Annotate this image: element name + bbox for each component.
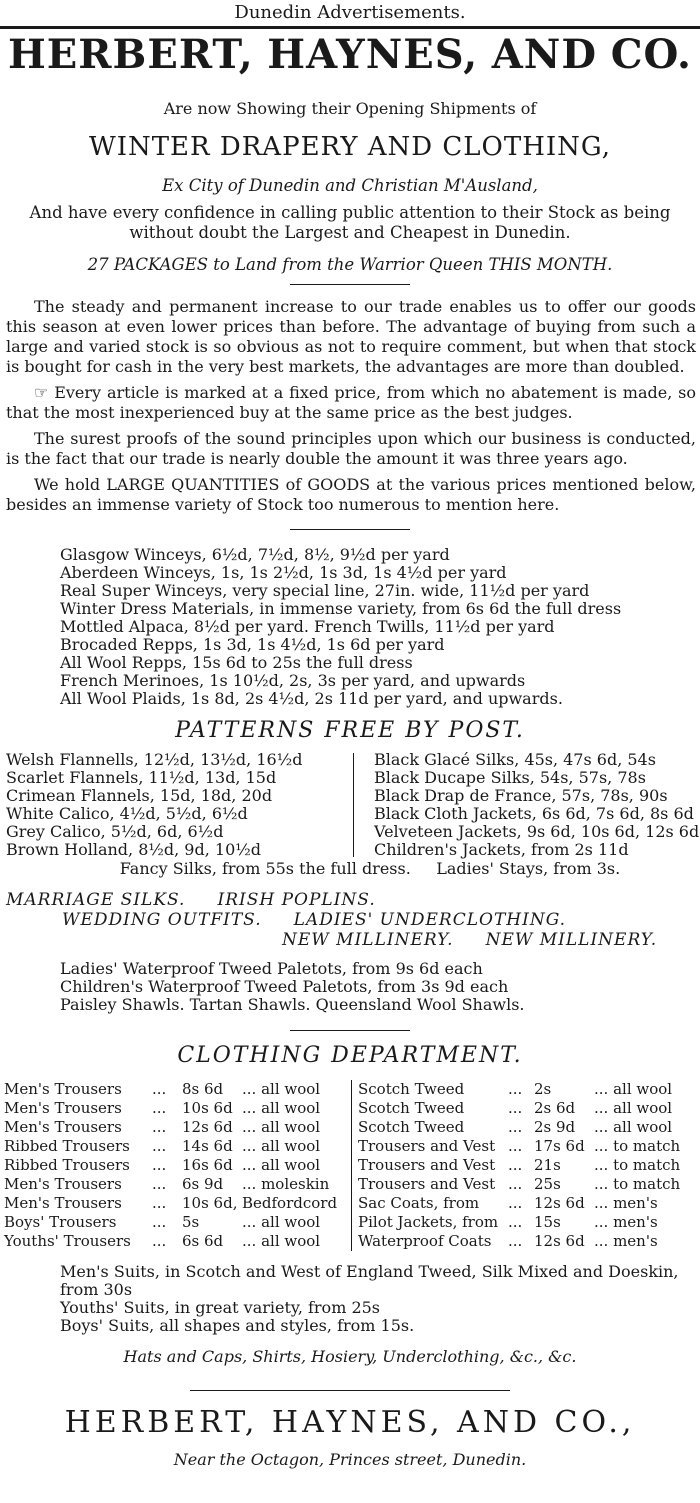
patterns-heading: PATTERNS FREE BY POST.: [175, 718, 525, 743]
suits-list: [0, 1263, 700, 1335]
list-item: Scarlet Flannels, 11½d, 13d, 15d: [6, 768, 277, 787]
table-row: Waterproof Coats ... 12s 6d ... men's: [358, 1232, 658, 1250]
list-item: Mottled Alpaca, 8½d per yard. French Twills, 11½d per yard: [60, 617, 555, 636]
italic-line: WEDDING OUTFITS. LADIES' UNDERCLOTHING.: [62, 910, 567, 930]
headline: WINTER DRAPERY AND CLOTHING,: [88, 132, 612, 162]
list-item: Black Glacé Silks, 45s, 47s 6d, 54s: [374, 750, 656, 769]
list-item: Boys' Suits, all shapes and styles, from 15s.: [60, 1316, 415, 1335]
table-row: Ribbed Trousers ... 16s 6d ... all wool: [4, 1156, 321, 1174]
footer-firm-name: HERBERT, HAYNES, AND CO.,: [64, 1405, 636, 1440]
table-row: Men's Trousers ... 10s 6d, Bedfordcord: [4, 1194, 338, 1212]
list-item: All Wool Repps, 15s 6d to 25s the full dress: [60, 653, 413, 672]
italic-line: MARRIAGE SILKS. IRISH POPLINS.: [6, 890, 376, 910]
title-word: HERBERT,: [8, 31, 254, 78]
section-divider: [290, 284, 410, 285]
table-row: Trousers and Vest ... 21s ... to match: [358, 1156, 681, 1174]
list-item: Brown Holland, 8½d, 9d, 10½d: [6, 840, 262, 859]
list-item: Crimean Flannels, 15d, 18d, 20d: [6, 786, 273, 805]
table-row: Men's Trousers ... 8s 6d ... all wool: [4, 1080, 321, 1098]
list-item: Children's Waterproof Tweed Paletots, from 3s 9d each: [60, 977, 509, 996]
paragraph: The surest proofs of the sound principles upon which our business is conducted, is the fact that our trade is nearly double the amount it was three years ago.: [6, 429, 696, 468]
confidence-text: And have every confidence in calling public attention to their Stock as being without doubt the Largest and Cheapest in Dunedin.: [29, 203, 671, 242]
fancy-silks-line: Fancy Silks, from 55s the full dress. Ladies' Stays, from 3s.: [119, 859, 621, 878]
paragraph: We hold LARGE QUANTITIES of GOODS at the various prices mentioned below, besides an immense variety of Stock too numerous to mention here.: [6, 475, 696, 514]
section-divider: [290, 529, 410, 530]
body-paragraphs: [0, 297, 700, 515]
list-item: All Wool Plaids, 1s 8d, 2s 4½d, 2s 11d per yard, and upwards.: [60, 689, 563, 708]
column-divider: [353, 753, 354, 857]
paragraph: The steady and permanent increase to our trade enables us to offer our goods this season at even lower prices than before. The advantage of buying from such a large and varied stock is so obvious as not to require comment, but when that stock is bought for cash in the very best markets, the advantages are more than doubled.: [6, 297, 696, 376]
table-row: Youths' Trousers ... 6s 6d ... all wool: [4, 1232, 321, 1250]
title-word: CO.: [610, 31, 692, 78]
hats-line: Hats and Caps, Shirts, Hosiery, Underclothing, &c., &c.: [123, 1347, 577, 1366]
list-item: Winter Dress Materials, in immense variety, from 6s 6d the full dress: [60, 599, 622, 618]
list-item: Glasgow Winceys, 6½d, 7½d, 8½, 9½d per yard: [60, 545, 450, 564]
list-item: Brocaded Repps, 1s 3d, 1s 4½d, 1s 6d per yard: [60, 635, 445, 654]
table-row: Scotch Tweed ... 2s 6d ... all wool: [358, 1099, 673, 1117]
table-row: Men's Trousers ... 6s 9d ... moleskin: [4, 1175, 330, 1193]
firm-title: [0, 29, 700, 79]
waterproof-list: [0, 960, 700, 1014]
fabrics-columns: [0, 751, 700, 859]
list-item: Real Super Winceys, very special line, 27in. wide, 11½d per yard: [60, 581, 590, 600]
table-row: Ribbed Trousers ... 14s 6d ... all wool: [4, 1137, 321, 1155]
list-item: Black Cloth Jackets, 6s 6d, 7s 6d, 8s 6d: [374, 804, 694, 823]
list-item: Men's Suits, in Scotch and West of England Tweed, Silk Mixed and Doeskin, from 30s: [60, 1262, 679, 1299]
footer-address: Near the Octagon, Princes street, Dunedin.: [173, 1450, 527, 1469]
list-item: Aberdeen Winceys, 1s, 1s 2½d, 1s 3d, 1s 4½d per yard: [60, 563, 507, 582]
italic-line: NEW MILLINERY. NEW MILLINERY.: [282, 930, 658, 950]
fabrics-right-column: [374, 751, 700, 859]
list-item: French Merinoes, 1s 10½d, 2s, 3s per yard, and upwards: [60, 671, 526, 690]
table-row: Trousers and Vest ... 25s ... to match: [358, 1175, 681, 1193]
title-word: AND: [491, 31, 598, 78]
fabrics-left-column: [0, 751, 353, 859]
paragraph: ☞ Every article is marked at a fixed price, from which no abatement is made, so that the most inexperienced buy at the same price as the best judges.: [6, 383, 696, 422]
intro-line: Are now Showing their Opening Shipments of: [163, 99, 537, 118]
clothing-table: [0, 1080, 700, 1251]
list-item: Grey Calico, 5½d, 6d, 6½d: [6, 822, 224, 841]
list-item: Ladies' Waterproof Tweed Paletots, from 9s 6d each: [60, 959, 483, 978]
clothing-left-column: [0, 1080, 349, 1251]
table-row: Men's Trousers ... 10s 6d ... all wool: [4, 1099, 321, 1117]
page-header: Dunedin Advertisements.: [234, 2, 466, 23]
clothing-right-column: [351, 1080, 700, 1251]
packages-line: 27 PACKAGES to Land from the Warrior Queen THIS MONTH.: [87, 255, 613, 274]
list-item: Black Drap de France, 57s, 78s, 90s: [374, 786, 668, 805]
table-row: Boys' Trousers ... 5s ... all wool: [4, 1213, 321, 1231]
list-item: Velveteen Jackets, 9s 6d, 10s 6d, 12s 6d: [374, 822, 700, 841]
clothing-heading: CLOTHING DEPARTMENT.: [177, 1043, 523, 1068]
table-row: Men's Trousers ... 12s 6d ... all wool: [4, 1118, 321, 1136]
list-item: Children's Jackets, from 2s 11d: [374, 840, 629, 859]
table-row: Trousers and Vest ... 17s 6d ... to match: [358, 1137, 681, 1155]
table-row: Scotch Tweed ... 2s 9d ... all wool: [358, 1118, 673, 1136]
list-item: Welsh Flannells, 12½d, 13½d, 16½d: [6, 750, 303, 769]
list-item: Black Ducape Silks, 54s, 57s, 78s: [374, 768, 646, 787]
list-item: Paisley Shawls. Tartan Shawls. Queensland Wool Shawls.: [60, 995, 525, 1014]
ex-ships-line: Ex City of Dunedin and Christian M'Ausland,: [162, 176, 538, 195]
table-row: Scotch Tweed ... 2s ... all wool: [358, 1080, 673, 1098]
table-row: Sac Coats, from ... 12s 6d ... men's: [358, 1194, 658, 1212]
footer-rule: [190, 1390, 510, 1391]
section-divider: [290, 1030, 410, 1031]
list-item: White Calico, 4½d, 5½d, 6½d: [6, 804, 248, 823]
table-row: Pilot Jackets, from ... 15s ... men's: [358, 1213, 658, 1231]
title-word: HAYNES,: [267, 31, 479, 78]
goods-list: [0, 546, 700, 708]
list-item: Youths' Suits, in great variety, from 25s: [60, 1298, 381, 1317]
